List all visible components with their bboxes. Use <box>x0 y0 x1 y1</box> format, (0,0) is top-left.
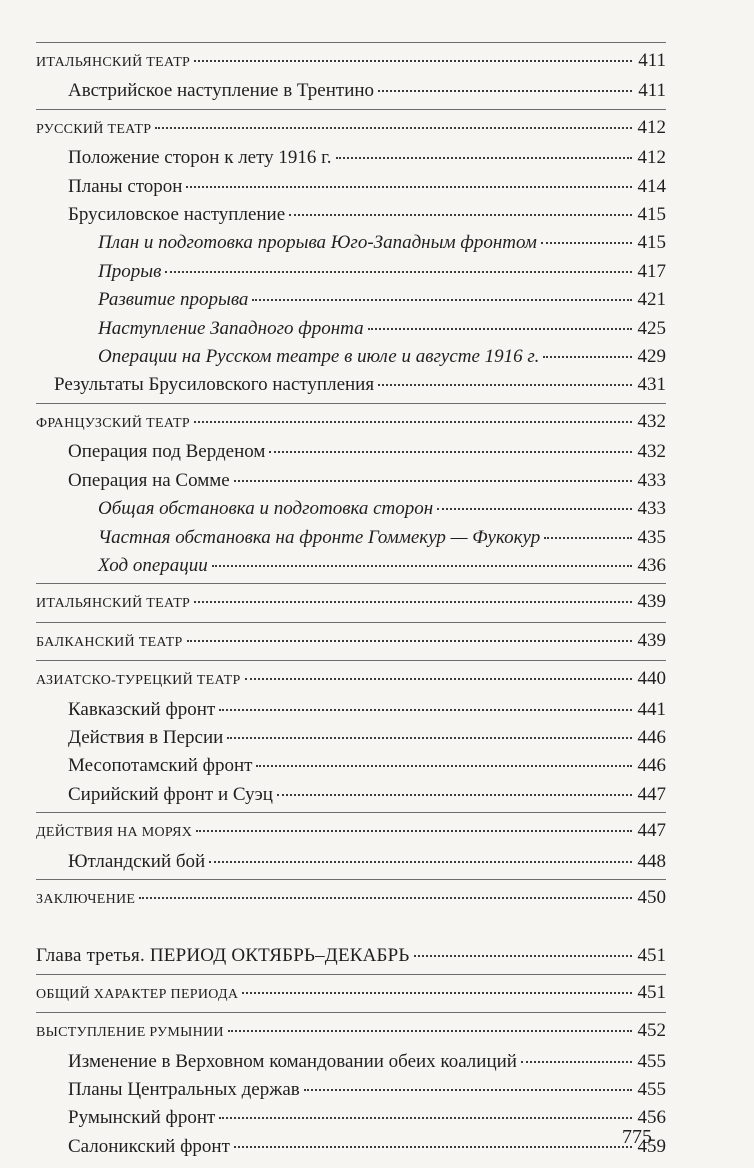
toc-entry-title: Операция на Сомме <box>68 469 230 491</box>
toc-entry[interactable] <box>36 817 666 847</box>
toc-section-1916-summer <box>36 42 666 914</box>
dot-leader <box>234 480 632 482</box>
toc-entry-page: 441 <box>637 698 666 720</box>
toc-entry-title: План и подготовка прорыва Юго-Западным фронтом <box>98 232 537 254</box>
toc-entry-title: Глава третья. ПЕРИОД ОКТЯБРЬ–ДЕКАБРЬ <box>36 945 410 967</box>
section-divider <box>36 660 666 661</box>
dot-leader <box>139 897 632 899</box>
toc-entry[interactable] <box>36 173 666 201</box>
toc-entry[interactable] <box>36 552 666 580</box>
dot-leader <box>242 992 632 994</box>
dot-leader <box>196 830 632 832</box>
dot-leader <box>541 242 632 244</box>
toc-entry-page: 435 <box>637 526 666 548</box>
toc-entry-page: 415 <box>637 204 666 226</box>
toc-entry-page: 451 <box>637 945 666 967</box>
dot-leader <box>252 299 632 301</box>
dot-leader <box>245 678 632 680</box>
toc-entry-title: Ютландский бой <box>68 850 206 872</box>
toc-entry-page: 432 <box>637 410 666 432</box>
toc-entry[interactable] <box>36 1048 666 1076</box>
toc-entry-page: 412 <box>637 147 666 169</box>
toc-entry-page: 439 <box>637 629 666 651</box>
toc-entry[interactable] <box>36 343 666 371</box>
toc-entry-page: 450 <box>637 886 666 908</box>
dot-leader <box>234 1146 632 1148</box>
toc-entry-title: Румынский фронт <box>68 1107 216 1129</box>
toc-section-chapter-three <box>36 942 666 1161</box>
toc-entry-page: 451 <box>637 981 666 1003</box>
toc-entry[interactable] <box>36 1104 666 1132</box>
toc-entry-page: 456 <box>637 1107 666 1129</box>
toc-entry-page: 459 <box>637 1135 666 1157</box>
section-divider <box>36 1012 666 1013</box>
toc-entry[interactable] <box>36 627 666 657</box>
chapter-gap <box>36 914 666 942</box>
dot-leader <box>165 271 632 273</box>
toc-entry-page: 431 <box>637 374 666 396</box>
dot-leader <box>212 565 632 567</box>
toc-entry[interactable] <box>36 258 666 286</box>
toc-entry[interactable] <box>36 438 666 466</box>
toc-entry[interactable] <box>36 467 666 495</box>
toc-entry[interactable] <box>36 1133 666 1161</box>
toc-entry-page: 417 <box>637 260 666 282</box>
toc-entry[interactable] <box>36 495 666 523</box>
section-divider <box>36 879 666 880</box>
toc-entry-title: Развитие прорыва <box>98 289 249 311</box>
toc-entry-page: 448 <box>637 850 666 872</box>
toc-entry-title: ИТАЛЬЯНСКИЙ ТЕАТР <box>36 596 191 612</box>
toc-entry[interactable] <box>36 696 666 724</box>
toc-entry[interactable] <box>36 229 666 257</box>
section-divider <box>36 812 666 813</box>
toc-entry-page: 425 <box>637 317 666 339</box>
toc-entry-page: 411 <box>638 50 666 71</box>
toc-entry-title: РУССКИЙ ТЕАТР <box>36 121 152 137</box>
toc-entry-title: Положение сторон к лету 1916 г. <box>68 147 332 169</box>
toc-entry-title: Австрийское наступление в Трентино <box>68 80 375 102</box>
toc-entry[interactable] <box>36 752 666 780</box>
section-divider <box>36 42 666 43</box>
dot-leader <box>277 794 632 796</box>
dot-leader <box>521 1061 632 1063</box>
dot-leader <box>544 537 632 539</box>
toc-entry-title: Действия в Персии <box>68 726 224 748</box>
toc-entry[interactable] <box>36 114 666 144</box>
toc-entry-title: ОБЩИЙ ХАРАКТЕР ПЕРИОДА <box>36 986 239 1002</box>
section-divider <box>36 109 666 110</box>
page-number: 775 <box>622 1126 652 1148</box>
toc-entry-title: Планы сторон <box>68 175 183 197</box>
toc-entry-page: 446 <box>637 755 666 777</box>
toc-entry-title: ИТАЛЬЯНСКИЙ ТЕАТР <box>36 55 191 70</box>
toc-entry[interactable] <box>36 979 666 1009</box>
toc-entry[interactable] <box>36 371 666 399</box>
toc-entry-title: БАЛКАНСКИЙ ТЕАТР <box>36 634 183 650</box>
toc-entry[interactable] <box>36 884 666 914</box>
toc-entry-page: 455 <box>637 1079 666 1100</box>
dot-leader <box>186 186 632 188</box>
toc-entry-title: Операция под Верденом <box>68 441 266 463</box>
toc-entry-title: Кавказский фронт <box>68 698 216 720</box>
toc-entry[interactable] <box>36 315 666 343</box>
dot-leader <box>378 384 632 386</box>
dot-leader <box>256 765 632 767</box>
toc-entry-title: Наступление Западного фронта <box>98 317 364 339</box>
dot-leader <box>155 127 632 129</box>
toc-entry-page: 447 <box>637 783 666 805</box>
toc-entry-page: 429 <box>637 346 666 368</box>
toc-entry-title: ЗАКЛЮЧЕНИЕ <box>36 891 136 907</box>
section-divider <box>36 974 666 975</box>
toc-entry[interactable] <box>36 942 666 970</box>
table-of-contents <box>36 39 666 1161</box>
dot-leader <box>194 421 632 423</box>
toc-entry-page: 412 <box>637 116 666 138</box>
dot-leader <box>543 356 632 358</box>
dot-leader <box>414 955 632 957</box>
dot-leader <box>336 157 632 159</box>
toc-entry-page: 439 <box>637 591 666 613</box>
toc-entry[interactable] <box>36 286 666 314</box>
toc-entry-page: 433 <box>637 469 666 491</box>
toc-entry[interactable] <box>36 77 666 105</box>
section-divider <box>36 622 666 623</box>
toc-entry[interactable] <box>36 144 666 172</box>
dot-leader <box>194 601 632 603</box>
toc-entry[interactable] <box>36 665 666 695</box>
toc-entry-title: АЗИАТСКО-ТУРЕЦКИЙ ТЕАТР <box>36 673 241 689</box>
toc-entry[interactable] <box>36 781 666 809</box>
toc-entry-title: Изменение в Верховном командовании обеих коалиций <box>68 1050 517 1072</box>
toc-entry-title: Ход операции <box>98 554 208 576</box>
toc-entry-title: Месопотамский фронт <box>68 755 253 777</box>
dot-leader <box>219 709 632 711</box>
dot-leader <box>209 861 632 863</box>
toc-entry[interactable] <box>36 848 666 876</box>
dot-leader <box>378 90 632 92</box>
dot-leader <box>289 214 632 216</box>
toc-entry[interactable] <box>36 47 666 77</box>
toc-entry[interactable] <box>36 408 666 438</box>
toc-entry-page: 415 <box>637 232 666 254</box>
toc-entry[interactable] <box>36 1076 666 1104</box>
toc-entry-title: ДЕЙСТВИЯ НА МОРЯХ <box>36 825 193 841</box>
dot-leader <box>437 508 632 510</box>
dot-leader <box>304 1089 632 1091</box>
toc-entry-page: 455 <box>637 1050 666 1072</box>
toc-entry-page: 446 <box>637 726 666 748</box>
toc-entry-page: 421 <box>637 289 666 311</box>
toc-entry[interactable] <box>36 201 666 229</box>
section-divider <box>36 583 666 584</box>
toc-entry-page: 433 <box>637 498 666 520</box>
dot-leader <box>219 1117 632 1119</box>
toc-entry-page: 414 <box>637 175 666 197</box>
dot-leader <box>269 451 632 453</box>
toc-entry-title: ФРАНЦУЗСКИЙ ТЕАТР <box>36 415 190 431</box>
toc-entry-title: Результаты Брусиловского наступления <box>54 374 375 396</box>
toc-entry-page: 447 <box>637 820 666 842</box>
toc-entry-title: ВЫСТУПЛЕНИЕ РУМЫНИИ <box>36 1025 224 1041</box>
toc-entry-page: 432 <box>637 441 666 463</box>
section-divider <box>36 403 666 404</box>
toc-entry-title: Брусиловское наступление <box>68 204 286 226</box>
toc-entry-title: Общая обстановка и подготовка сторон <box>98 498 434 520</box>
dot-leader <box>368 328 632 330</box>
toc-entry-title: Салоникский фронт <box>68 1135 230 1157</box>
toc-entry-title: Планы Центральных держав <box>68 1079 300 1100</box>
toc-entry[interactable] <box>36 524 666 552</box>
dot-leader <box>187 640 632 642</box>
toc-entry-title: Прорыв <box>98 260 162 282</box>
dot-leader <box>227 737 632 739</box>
toc-entry[interactable] <box>36 724 666 752</box>
toc-entry-page: 436 <box>637 554 666 576</box>
dot-leader <box>228 1030 632 1032</box>
toc-entry[interactable] <box>36 1017 666 1047</box>
toc-entry[interactable] <box>36 588 666 618</box>
toc-entry-title: Частная обстановка на фронте Гоммекур — Фукокур <box>98 526 541 548</box>
toc-entry-page: 440 <box>637 668 666 690</box>
toc-entry-page: 411 <box>638 80 666 102</box>
toc-entry-title: Операции на Русском театре в июле и августе 1916 г. <box>98 346 540 368</box>
toc-entry-title: Сирийский фронт и Суэц <box>68 783 273 805</box>
dot-leader <box>194 60 632 62</box>
toc-entry-page: 452 <box>637 1020 666 1042</box>
